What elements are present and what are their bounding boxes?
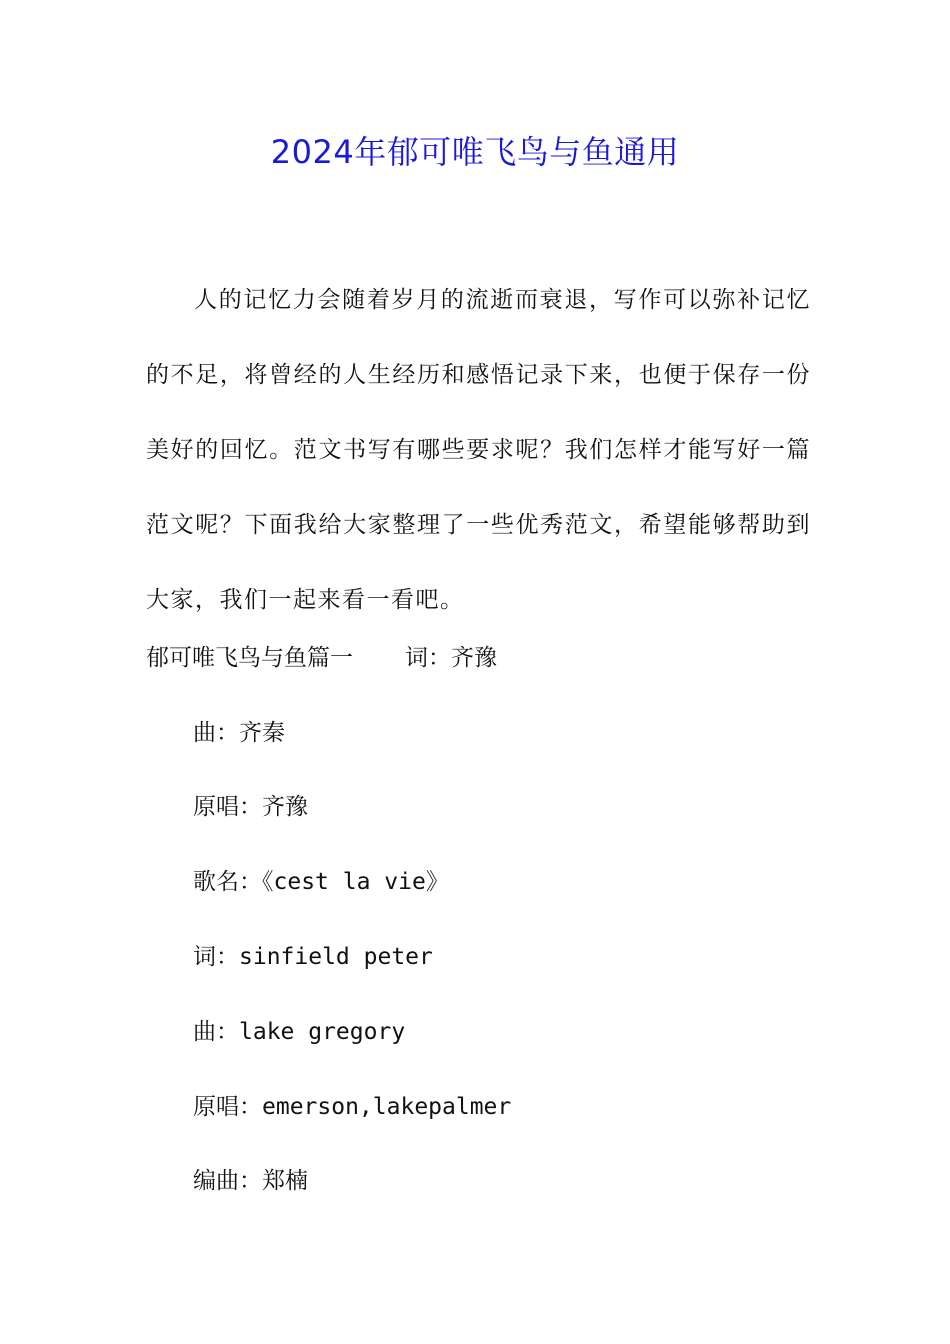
credit-line-composer-2: 曲：lake gregory bbox=[193, 1019, 406, 1045]
credit-line-original-singer-2: 原唱：emerson,lakepalmer bbox=[193, 1094, 512, 1120]
credit-line-arranger: 编曲：郑楠 bbox=[193, 1168, 308, 1194]
credit-line-original-singer: 原唱：齐豫 bbox=[193, 794, 308, 820]
section-lyricist: 词：齐豫 bbox=[405, 645, 497, 671]
credit-line-lyricist: 词：sinfield peter bbox=[193, 944, 433, 970]
credit-line-song-name: 歌名：《cest la vie》 bbox=[193, 869, 449, 895]
intro-paragraph: 人的记忆力会随着岁月的流逝而衰退，写作可以弥补记忆的不足，将曾经的人生经历和感悟记录下来，也便于保存一份美好的回忆。范文书写有哪些要求呢？我们怎样才能写好一篇范文呢？下面我给大家整理了一些优秀范文，希望能够帮助到大家，我们一起来看一看吧。 bbox=[146, 287, 811, 613]
document-title: 2024年郁可唯飞鸟与鱼通用 bbox=[270, 133, 680, 171]
credit-line-composer: 曲：齐秦 bbox=[193, 720, 285, 746]
section-heading: 郁可唯飞鸟与鱼篇一 bbox=[146, 645, 353, 671]
section-heading-line bbox=[146, 638, 497, 678]
